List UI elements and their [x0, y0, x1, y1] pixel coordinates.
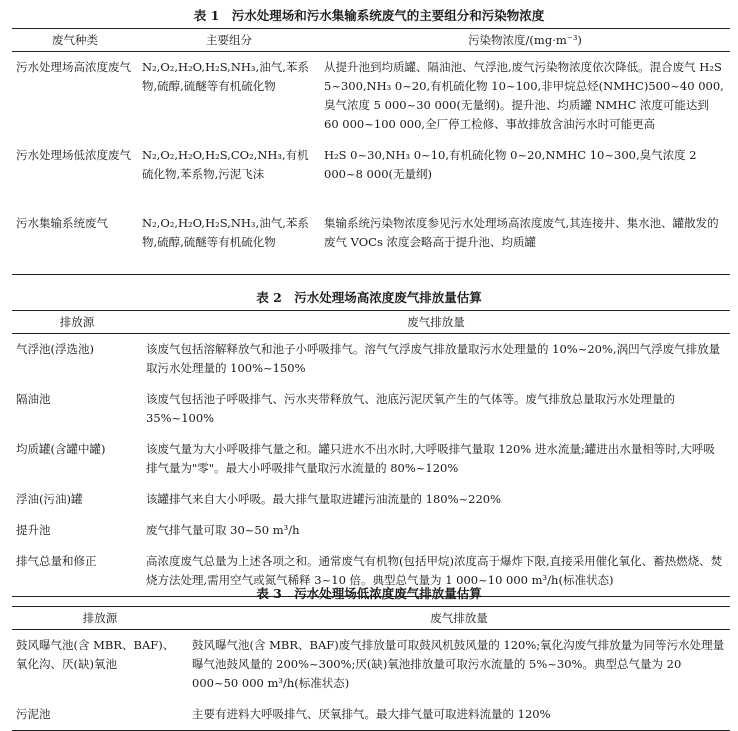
table-row [12, 484, 730, 515]
table2-cell: 均质罐(含罐中罐) [16, 442, 106, 456]
table2-cell: 该废气包括池子呼吸排气、污水夹带释放气、池底污泥厌氧产生的气体等。废气排放总量取污水处理量的 35%~100% [146, 392, 675, 425]
table1-cell: N₂,O₂,H₂O,H₂S,NH₃,油气,苯系物,硫醇,硫醚等有机硫化物 [138, 208, 320, 274]
table2-cell: 提升池 [16, 523, 51, 537]
table1-caption: 表 1 污水处理场和污水集输系统废气的主要组分和污染物浓度 [193, 8, 545, 23]
table1-cell: N₂,O₂,H₂O,H₂S,NH₃,油气,苯系物,硫醇,硫醚等有机硫化物 [142, 60, 309, 93]
table1-cell: 污水处理场低浓度废气 [16, 148, 131, 162]
table2-cell: 排气总量和修正 [12, 546, 142, 597]
table3-caption: 表 3 污水处理场低浓度废气排放量估算 [256, 586, 482, 601]
table3-cell: 鼓风曝气池(含 MBR、BAF)、氧化沟、厌(缺)氧池 [16, 638, 175, 671]
table-row [12, 434, 730, 484]
table1-header-type: 废气种类 [12, 29, 138, 52]
table-row [12, 208, 730, 274]
table1-cell: N₂,O₂,H₂O,H₂S,CO₂,NH₃,有机硫化物,苯系物,污泥飞沫 [142, 148, 309, 181]
table3-header-row [12, 607, 730, 630]
table-row [12, 52, 730, 141]
table2 [12, 310, 730, 597]
table1 [12, 28, 730, 275]
table1-header-concentration: 污染物浓度/(mg·m⁻³) [320, 29, 730, 52]
table3-cell: 鼓风曝气池(含 MBR、BAF)废气排放量可取鼓风机鼓风量的 120%;氧化沟废气排放量为同等污水处理量曝气池鼓风量的 200%~300%;厌(缺)氧池排放量可取污水流量的 5%~30%。典型总气量为 20 000~50 000 m³/h(标准状态) [192, 638, 725, 690]
table1-cell: 污水处理场高浓度废气 [16, 60, 131, 74]
table3 [12, 606, 730, 731]
table2-cell: 该罐排气来自大小呼吸。最大排气量取进罐污油流量的 180%~220% [146, 492, 502, 506]
table2-caption: 表 2 污水处理场高浓度废气排放量估算 [256, 290, 482, 305]
table-row [12, 699, 730, 731]
table1-cell: H₂S 0~30,NH₃ 0~10,有机硫化物 0~20,NMHC 10~300,臭气浓度 2 000~8 000(无量纲) [324, 148, 697, 181]
table2-cell: 该废气包括溶解释放气和池子小呼吸排气。溶气气浮废气排放量取污水处理量的 10%~20%,涡凹气浮废气排放量取污水处理量的 100%~150% [146, 342, 721, 375]
table1-cell: 污水集输系统废气 [12, 208, 138, 274]
table-row [12, 140, 730, 208]
table2-cell: 废气排气量可取 30~50 m³/h [146, 523, 300, 537]
table2-cell: 该废气量为大小呼吸排气量之和。罐只进水不出水时,大呼吸排气量取 120% 进水流量;罐进出水量相等时,大呼吸排气量为"零"。最大小呼吸排气量取污水流量的 80%~120% [146, 442, 715, 475]
table2-cell: 高浓度废气总量为上述各项之和。通常废气有机物(包括甲烷)浓度高于爆炸下限,直接采用催化氧化、蓄热燃烧、焚烧方法处理,需用空气或氮气稀释 3~10 倍。典型总气量为 1 000~10 000 m³/h(标准状态) [142, 546, 730, 597]
table2-header-source: 排放源 [12, 311, 142, 334]
table3-cell: 主要有进料大呼吸排气、厌氧排气。最大排气量可取进料流量的 120% [188, 699, 730, 731]
table2-cell: 浮油(污油)罐 [16, 492, 83, 506]
table-row [12, 384, 730, 434]
table2-cell: 隔油池 [16, 392, 51, 406]
table-row [12, 630, 730, 700]
table2-cell: 气浮池(浮选池) [16, 342, 94, 356]
table3-header-source: 排放源 [12, 607, 188, 630]
table1-cell: 从提升池到均质罐、隔油池、气浮池,废气污染物浓度依次降低。混合废气 H₂S 5~300,NH₃ 0~20,有机硫化物 10~100,非甲烷总烃(NMHC)500~40 000,臭气浓度 5 000~30 000(无量纲)。提升池、均质罐 NMHC 浓度可能达到 60 000~100 000,全厂停工检修、事故排放含油污水时可能更高 [324, 60, 724, 131]
table-row [12, 515, 730, 546]
table3-header-emission: 废气排放量 [188, 607, 730, 630]
table2-header-row [12, 311, 730, 334]
table1-cell: 集输系统污染物浓度参见污水处理场高浓度废气,其连接井、集水池、罐散发的废气 VOCs 浓度会略高于提升池、均质罐 [320, 208, 730, 274]
table1-header-components: 主要组分 [138, 29, 320, 52]
table2-header-emission: 废气排放量 [142, 311, 730, 334]
table1-header-row [12, 29, 730, 52]
table-row [12, 334, 730, 385]
table3-cell: 污泥池 [12, 699, 188, 731]
